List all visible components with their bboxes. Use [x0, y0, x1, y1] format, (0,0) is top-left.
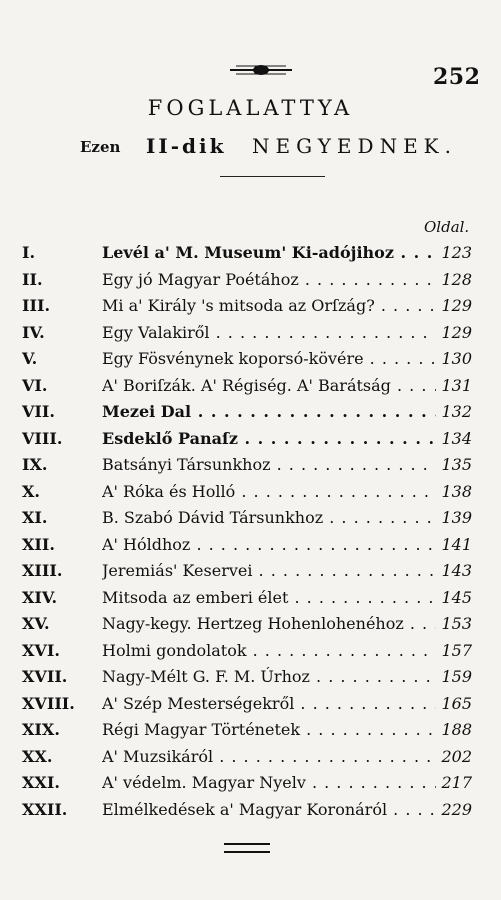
toc-row	[22, 558, 472, 585]
end-rule	[224, 843, 270, 853]
toc-row	[22, 399, 472, 426]
toc-title: Mi a' Király 's mitsoda az Orſzág? . . .	[102, 293, 436, 320]
toc-title: Elmélkedések a' Magyar Koronáról . . .	[102, 797, 436, 824]
toc-row	[22, 664, 472, 691]
toc-row	[22, 373, 472, 400]
toc-title: A' védelm. Magyar Nyelv . . .	[102, 770, 436, 797]
toc-title: Levél a' M. Museum' Ki-adójihoz . . .	[102, 240, 436, 267]
toc-page-number: 143	[441, 561, 472, 580]
toc-row	[22, 770, 472, 797]
toc-title: Nagy-Mélt G. F. M. Úrhoz . . .	[102, 664, 436, 691]
toc-title: Egy Valakiről . . .	[102, 320, 436, 347]
toc-row	[22, 240, 472, 267]
toc-row	[22, 505, 472, 532]
toc-number: II.	[22, 269, 43, 289]
toc-title: Mezei Dal . . .	[102, 399, 436, 426]
page-column-heading: Oldal.	[424, 218, 470, 236]
toc-title: Egy jó Magyar Poétához . . .	[102, 267, 436, 294]
toc-row	[22, 320, 472, 347]
toc-number: V.	[22, 349, 38, 368]
toc-page-number: 229	[441, 799, 472, 819]
toc-page-number: 128	[441, 269, 472, 289]
toc-row	[22, 267, 472, 294]
toc-page-number: 188	[441, 720, 472, 739]
toc-page-number: 165	[441, 693, 472, 713]
toc-title: Batsányi Társunkhoz . . .	[102, 452, 436, 479]
page-title: FOGLALATTYA	[147, 96, 354, 120]
toc-row	[22, 532, 472, 559]
toc-row	[22, 293, 472, 320]
toc-page-number: 139	[441, 508, 472, 527]
toc-row	[22, 611, 472, 638]
toc-title: A' Hóldhoz . . .	[102, 532, 436, 559]
toc-row	[22, 346, 472, 373]
toc-number: VI.	[22, 375, 48, 395]
toc-row	[22, 744, 472, 771]
toc-title: Nagy-kegy. Hertzeg Hohenlohenéhoz . . .	[102, 611, 436, 638]
toc-title: B. Szabó Dávid Társunkhoz . . .	[102, 505, 436, 532]
toc-title: A' Muzsikáról . . .	[102, 744, 436, 771]
toc-number: IV.	[22, 322, 45, 342]
toc-number: XVII.	[22, 667, 68, 686]
toc-row	[22, 585, 472, 612]
toc-page-number: 202	[441, 746, 472, 766]
toc-number: XIII.	[22, 561, 63, 580]
toc-number: VIII.	[22, 428, 63, 448]
toc-title: A' Boriſzák. A' Régiség. A' Barátság . . .	[102, 373, 436, 400]
ornament-icon	[230, 63, 292, 77]
toc-number: I.	[22, 243, 36, 262]
toc-page-number: 145	[441, 587, 472, 607]
toc-title: Jeremiás' Keservei . . .	[102, 558, 436, 585]
toc-title: Esdeklő Panaſz . . .	[102, 426, 436, 453]
toc-page-number: 157	[441, 640, 472, 660]
toc-row	[22, 426, 472, 453]
toc-number: XIV.	[22, 587, 58, 607]
toc-page-number: 130	[441, 349, 472, 368]
toc-page-number: 129	[441, 296, 472, 315]
toc-number: XI.	[22, 508, 48, 527]
toc-number: XIX.	[22, 720, 60, 739]
toc-title: Régi Magyar Történetek . . .	[102, 717, 436, 744]
toc-page-number: 131	[441, 375, 472, 395]
toc-page-number: 141	[441, 534, 472, 554]
toc-page-number: 129	[441, 322, 472, 342]
toc-page-number: 135	[441, 455, 472, 474]
toc-number: XXII.	[22, 799, 68, 819]
toc-number: IX.	[22, 455, 48, 474]
toc-number: XXI.	[22, 773, 60, 792]
toc-page-number: 132	[441, 402, 472, 421]
toc-title: Egy Fösvénynek koporsó-kövére . . .	[102, 346, 436, 373]
toc-page-number: 159	[441, 667, 472, 686]
divider	[220, 176, 325, 177]
toc-row	[22, 717, 472, 744]
table-of-contents	[22, 240, 472, 823]
toc-page-number: 134	[441, 428, 472, 448]
toc-number: XVI.	[22, 640, 60, 660]
toc-number: VII.	[22, 402, 55, 421]
toc-page-number: 123	[441, 243, 472, 262]
toc-title: Holmi gondolatok . . .	[102, 638, 436, 665]
toc-page-number: 153	[441, 614, 472, 633]
toc-number: X.	[22, 481, 40, 501]
toc-row	[22, 452, 472, 479]
toc-page-number: 217	[441, 773, 472, 792]
toc-row	[22, 691, 472, 718]
toc-row	[22, 479, 472, 506]
subtitle-right: NEGYEDNEK.	[252, 134, 457, 158]
toc-page-number: 138	[441, 481, 472, 501]
page-number: 252	[433, 64, 481, 90]
toc-number: XX.	[22, 746, 53, 766]
toc-title: A' Szép Mesterségekről . . .	[102, 691, 436, 718]
toc-number: XV.	[22, 614, 50, 633]
subtitle-left: Ezen	[80, 138, 121, 156]
subtitle-middle: II-dik	[146, 134, 227, 158]
toc-number: XVIII.	[22, 693, 75, 713]
toc-number: III.	[22, 296, 51, 315]
toc-number: XII.	[22, 534, 55, 554]
toc-title: A' Róka és Holló . . .	[102, 479, 436, 506]
toc-title: Mitsoda az emberi élet . . .	[102, 585, 436, 612]
toc-row	[22, 797, 472, 824]
subtitle	[80, 134, 460, 160]
toc-row	[22, 638, 472, 665]
